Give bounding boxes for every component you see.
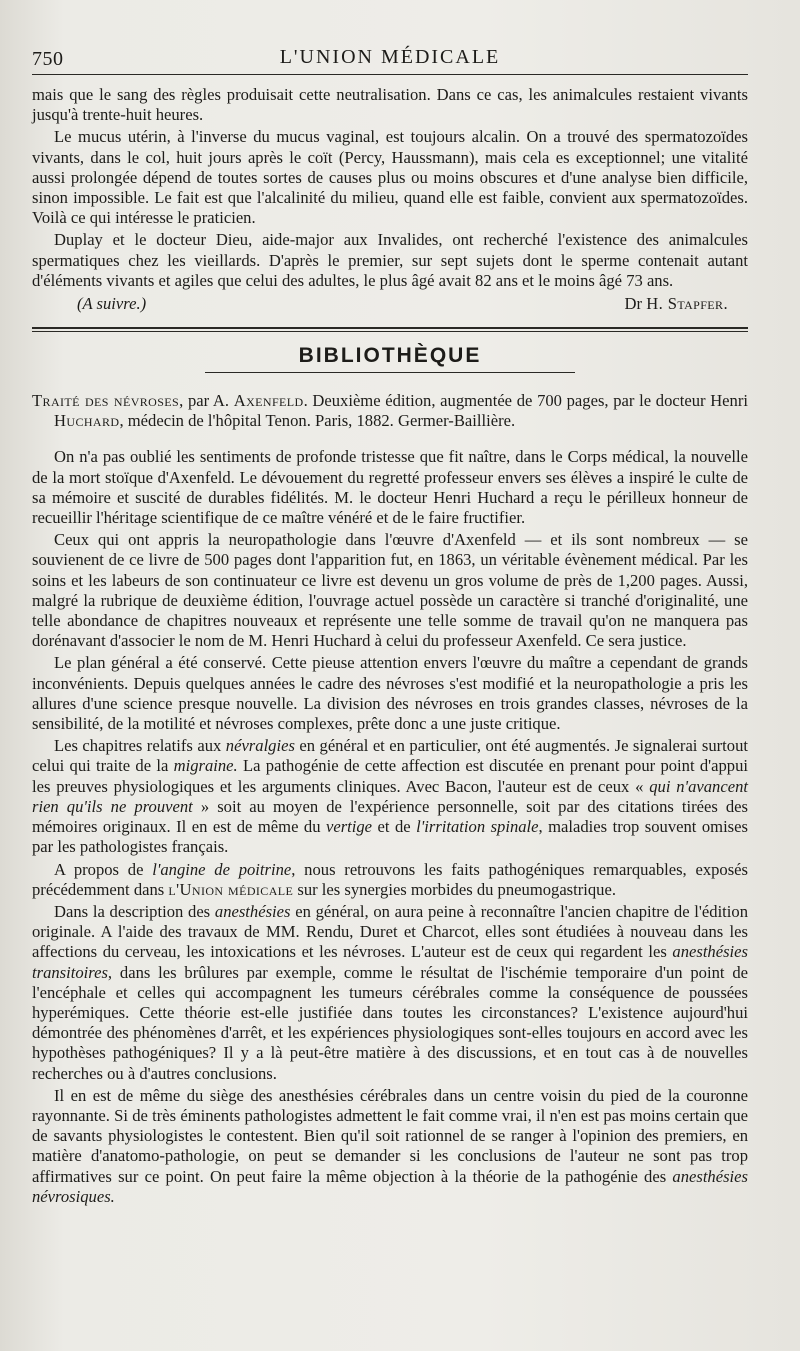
paragraph: Les chapitres relatifs aux névralgies en général et en particulier, ont été augmentés. Je signalerai surtout celui qui traite de la migraine. La pathogénie de cette affection est discutée en prenant pour point d'appui les preuves physiologiques et les arguments cliniques. Avec Bacon, l'auteur est de ceux « qui n'avancent rien qu'ils ne prouvent » soit au moyen de l'expérience personnelle, soit par des citations tirées des mémoires originaux. Il en est de même du vertige et de l'irritation spinale, maladies trop souvent omises par les pathologistes français. <box>32 736 749 857</box>
book-ref-text: . Deuxième édition, augmentée de 700 pages, par le docteur Henri <box>303 391 748 411</box>
paragraph: Ceux qui ont appris la neuropathologie dans l'œuvre d'Axenfeld — et ils sont nombreux — se souvienent de ce livre de 500 pages dont l'apparition fut, en 1863, un véritable évènement médical. Par les soins et les labeurs de son continuateur ce livre est devenu un gros volume de près de 1,200 pages. Aussi, malgré la rubrique de deuxième édition, l'ouvrage actuel possède un caractère si tranché d'originalité, une telle abondance de chapitres nouveaux et représente une telle somme de travail qu'on ne manquera pas dorénavant d'associer le nom de M. Henri Huchard à celui du professeur Axenfeld. Ce sera justice. <box>32 530 748 651</box>
book-editor: Huchard <box>54 411 120 431</box>
signature-line <box>32 293 748 315</box>
book-ref-text: , par A. <box>179 391 234 411</box>
section-title: BIBLIOTHÈQUE <box>298 344 482 368</box>
paragraph: Dans la description des anesthésies en général, on aura peine à reconnaître l'ancien chapitre de l'édition originale. A l'aide des travaux de MM. Rendu, Duret et Charcot, elles sont étudiées à nouveau dans les affections du cerveau, les intoxications et les névroses. L'auteur est de ceux qui regardent les anesthésies transitoires, dans les brûlures par exemple, comme le résultat de l'ischémie temporaire d'un point de l'encéphale et celles qui accompagnent les tumeurs cérébrales comme la conséquence de poussées hyperémiques. Cette théorie est-elle justifiée dans toutes les circonstances? L'existence aujourd'hui démontrée des phénomènes d'arrêt, et les expériences physiologiques sont-elles toujours en accord avec les hypothèses pathogéniques? Il y a là peut-être matière à des discussions, et en tout cas à de nouvelles recherches ou à d'autres conclusions. <box>32 901 748 1083</box>
signature <box>625 293 728 315</box>
header-rule <box>32 74 748 75</box>
book-title: Traité des névroses <box>32 391 180 411</box>
page-number: 750 <box>32 48 64 70</box>
signature-name: H. Stapfer. <box>646 294 728 314</box>
to-be-continued: (A suivre.) <box>77 294 147 314</box>
previous-article-end <box>32 85 748 291</box>
paragraph: mais que le sang des règles produisait cette neutralisation. Dans ce cas, les animalcules restaient vivants jusqu'à trente-huit heures. <box>32 85 748 125</box>
running-title: L'UNION MÉDICALE <box>279 46 501 68</box>
paragraph: A propos de l'angine de poitrine, nous retrouvons les faits pathogéniques remarquables, exposés précédemment dans l'Union médicale sur les synergies morbides du pneumogastrique. <box>32 859 748 899</box>
paragraph: On n'a pas oublié les sentiments de profonde tristesse que fit naître, dans le Corps médical, la nouvelle de la mort stoïque d'Axenfeld. Le dévouement du regretté professeur envers ses élèves a inspiré le culte de sa mémoire et suscité de durables fidélités. M. le docteur Henri Huchard a reçu le périlleux honneur de recueillir l'héritage scientifique de ce maître vénéré et de le faire fructifier. <box>32 447 748 528</box>
page-header <box>32 40 748 74</box>
section-separator <box>32 327 748 332</box>
paragraph: Le plan général a été conservé. Cette pieuse attention envers l'œuvre du maître a cependant de grands inconvénients. Depuis quelques années le cadre des névroses s'est modifié et la neuropathologie a pris les allures d'une science presque nouvelle. La division des névroses en trois grandes classes, névroses de la sensibilité, de la motilité et névroses complexes, prête donc a une juste critique. <box>32 653 748 734</box>
paragraph: Le mucus utérin, à l'inverse du mucus vaginal, est toujours alcalin. On a trouvé des spermatozoïdes vivants, dans le col, huit jours après le coït (Percy, Haussmann), mais cela es exceptionnel; une vitalité aussi prolongée dépend de toutes sortes de causes plus ou moins obscures et d'une analyse bien difficile, sinon impossible. Le fait est que l'alcalinité du milieu, quand elle est faible, convient aux spermatozoïdes. Voilà ce qui intéresse le praticien. <box>32 127 748 228</box>
book-ref-text: , médecin de l'hôpital Tenon. Paris, 1882. Germer-Baillière. <box>119 411 516 431</box>
book-reference <box>32 391 748 431</box>
signature-prefix: Dr <box>624 294 643 314</box>
review-body <box>32 447 748 1207</box>
book-author: Axenfeld <box>233 391 304 411</box>
title-rule <box>205 372 575 373</box>
paragraph: Duplay et le docteur Dieu, aide-major aux Invalides, ont recherché l'existence des animalcules spermatiques chez les vieillards. D'après le premier, sur sept sujets dont le sperme contenait autant d'éléments vivants et agiles que celui des adultes, le plus âgé avait 82 ans et le moins âgé 73 ans. <box>32 230 748 290</box>
paragraph: Il en est de même du siège des anesthésies cérébrales dans un centre voisin du pied de la couronne rayonnante. Si de très éminents pathologistes admettent le fait comme vrai, il n'en est pas moins certain que de savants physiologistes le contestent. Bien qu'il soit rationnel de se ranger à l'opinion des premiers, en matière d'anatomo-pathologie, on peut se demander si les conclusions de l'auteur ne sont pas trop affirmatives sur ce point. On peut faire la même objection à la théorie de la pathogénie des anesthésies névrosiques. <box>32 1085 748 1206</box>
